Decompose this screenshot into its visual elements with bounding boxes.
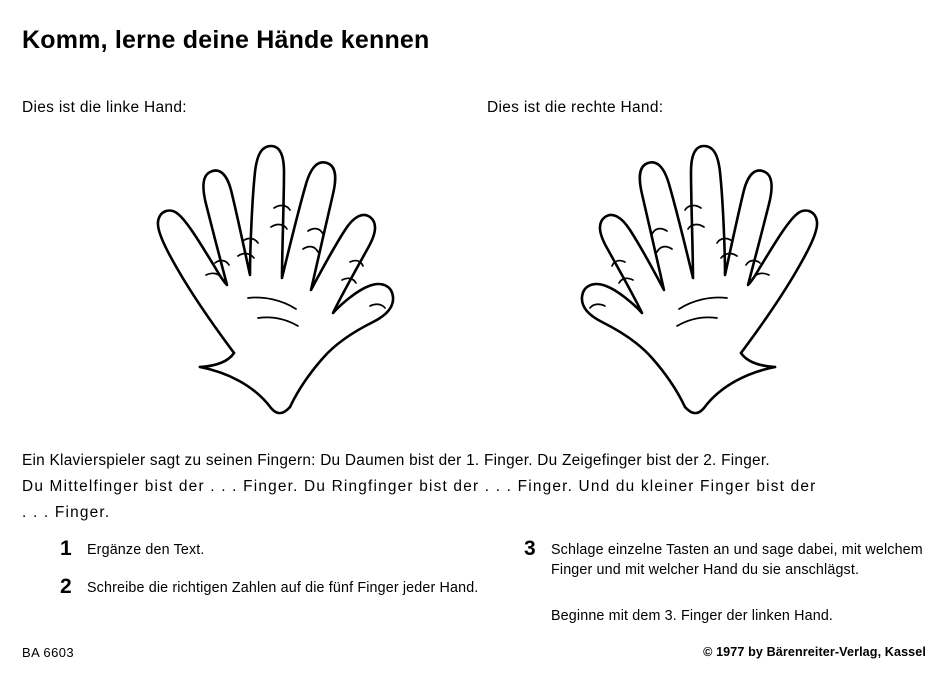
page-title: Komm, lerne deine Hände kennen (22, 26, 430, 54)
right-hand-illustration (545, 110, 845, 420)
task-3-note: Beginne mit dem 3. Finger der linken Hand. (551, 608, 834, 624)
instruction-paragraph (22, 448, 928, 526)
caption-left-hand: Dies ist die linke Hand: (22, 99, 187, 116)
right-hand-icon (545, 110, 845, 420)
task-number-1: 1 (60, 537, 72, 560)
paragraph-line-3: . . . Finger. (22, 504, 111, 521)
task-number-3: 3 (524, 537, 536, 560)
task-item-3 (524, 537, 924, 580)
paragraph-line-1: Ein Klavierspieler sagt zu seinen Fingern: Du Daumen bist der 1. Finger. Du Zeigefinger bist der 2. Finger. (22, 452, 770, 469)
task-text-1: Ergänze den Text. (87, 542, 205, 558)
task-item-1 (60, 537, 460, 560)
task-number-2: 2 (60, 575, 72, 598)
task-text-2: Schreibe die richtigen Zahlen auf die fünf Finger jeder Hand. (87, 580, 479, 596)
left-hand-illustration (130, 110, 430, 420)
copyright-notice: © 1977 by Bärenreiter-Verlag, Kassel (703, 645, 926, 659)
task-item-2 (60, 575, 480, 598)
task-text-3: Schlage einzelne Tasten an und sage dabei, mit welchem Finger und mit welcher Hand du sie anschlägst. (551, 542, 923, 578)
catalog-number: BA 6603 (22, 645, 74, 660)
paragraph-line-2: Du Mittelfinger bist der . . . Finger. Du Ringfinger bist der . . . Finger. Und du kleiner Finger bist der (22, 478, 817, 495)
caption-right-hand: Dies ist die rechte Hand: (487, 99, 664, 116)
left-hand-icon (130, 110, 430, 420)
